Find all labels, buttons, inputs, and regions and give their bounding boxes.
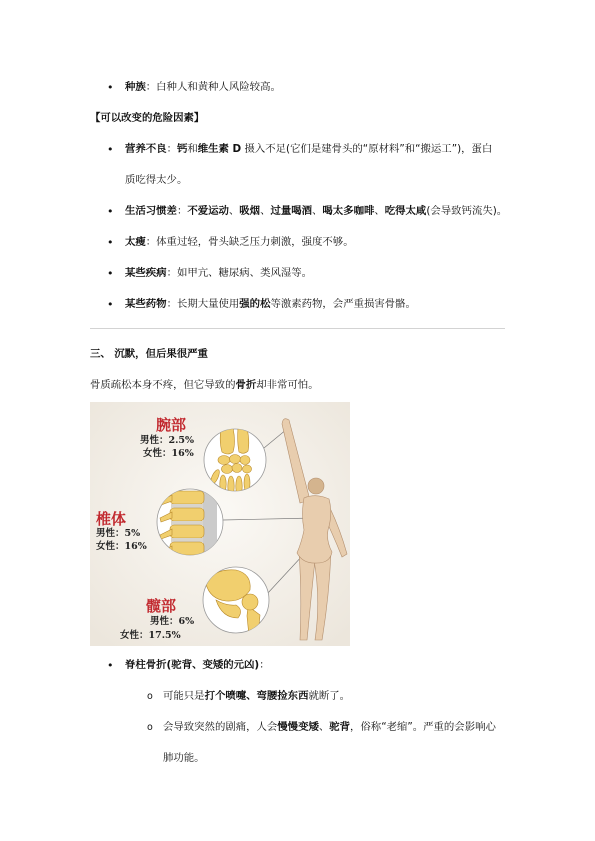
list-item-lifestyle [0,196,595,227]
list-item-text [125,258,595,289]
bold-text-run: 种族 [125,80,146,93]
carpal-bone [218,456,230,465]
list-item-text [125,72,595,103]
wrist-female-rate: 女性：16% [143,448,194,459]
bold-text-run: 吸烟 [239,204,261,217]
text-run: 却非常可怕。 [256,378,319,391]
intervertebral-disc [171,504,203,508]
sub-item-minor-trigger [0,681,595,712]
bold-text-run: 驼背 [329,720,351,733]
bold-text-run: 生活习惯差 [125,204,177,217]
list-item-text-continued [125,165,595,196]
bold-text-run: 脊柱骨折(驼背、变矮的元凶) [125,658,260,671]
carpal-bone [232,464,242,473]
text-run: ：白种人和黄种人风险较高。 [145,80,281,93]
bold-text-run: 吃得太咸 [384,204,427,217]
list-item-malnutrition [0,134,595,196]
intervertebral-disc [171,521,203,525]
wrist-site-title: 腕部 [156,416,187,434]
fracture-sites-illustration [90,402,350,646]
bullet-icon: • [107,658,114,672]
intervertebral-disc [171,538,203,542]
head [308,478,324,494]
document-body [0,72,595,774]
text-run: 会导致突然的剧痛，人会 [163,720,278,733]
bullet-icon: • [107,80,114,94]
sub-bullet-icon: o [147,690,153,702]
bullet-icon: • [107,204,114,218]
text-run: 可能只是 [163,689,205,702]
bold-text-run: 过量喝酒 [270,204,313,217]
list-item-underweight [0,227,595,258]
text-run: 、 [374,204,385,217]
text-run: ：长期大量使用 [166,297,240,310]
sub-bullet-icon: o [147,721,153,733]
spine-site-title: 椎体 [96,510,127,528]
bullet-icon: • [107,266,114,280]
text-run: ：如甲亢、糖尿病、类风湿等。 [166,266,313,279]
text-run: 质吃得太少。 [125,173,188,186]
bold-text-run: 营养不良 [125,142,167,155]
text-run: 、 [312,204,323,217]
list-item-text [125,134,595,165]
bullet-icon: • [107,235,114,249]
hip-site-title: 髋部 [146,597,177,615]
list-item-text [125,289,595,320]
list-item-diseases [0,258,595,289]
bold-text-run: 慢慢变矮 [277,720,319,733]
list-item-text [125,227,595,258]
bold-text-run: 某些药物 [125,297,167,310]
text-run: 、 [318,720,330,733]
bold-text-run: 不爱运动 [187,204,229,217]
text-run: ： [176,204,188,217]
bold-text-run: 钙 [176,142,188,155]
sub-item-text [163,712,595,743]
text-run: 骨质疏松本身不疼，但它导致的 [90,378,236,391]
femoral-head [242,594,258,610]
vertebral-body [170,525,204,538]
vertebral-body [170,508,204,521]
text-run: ：体重过轻，骨头缺乏压力刺激，强度不够。 [145,235,354,248]
section-heading-modifiable-factors: 【可以改变的危险因素】 [90,111,205,124]
intro-paragraph [0,370,595,401]
radius-bone [220,428,234,454]
list-item-spinal-fracture [0,650,595,681]
text-run: 摄入不足(它们是建骨头的“原材料”和“搬运工”)，蛋白 [241,142,493,155]
text-run: 、 [228,204,240,217]
spine-female-rate: 女性：16% [96,541,147,552]
bold-text-run: 维生素 D [197,142,242,155]
horizontal-divider [90,328,505,329]
text-run: ： [166,142,177,155]
text-run: 肺功能。 [163,751,205,764]
carpal-bone [243,465,252,473]
list-item-text [125,196,595,227]
carpal-bone [230,455,241,464]
spine-male-rate: 男性：5% [96,528,141,539]
bold-text-run: 强的松 [239,297,271,310]
text-run: 就断了。 [308,689,351,702]
text-run: (会导致钙流失)。 [426,204,508,217]
vertebral-body [170,491,204,504]
text-run: 等激素药物，会严重损害骨骼。 [270,297,416,310]
wrist-male-rate: 男性：2.5% [140,435,195,446]
fracture-sites-figure [90,402,350,646]
text-run: ，俗称“老缩”。严重的会影响心 [350,720,496,733]
carpal-bone [240,456,250,465]
text-run: 和 [187,142,198,155]
hip-male-rate: 男性：6% [150,616,195,627]
bold-text-run: 骨折 [235,378,257,391]
text-run: ： [259,658,270,671]
sub-item-shrinking [0,712,595,774]
bold-text-run: 太瘦 [125,235,146,248]
hip-female-rate: 女性：17.5% [120,630,181,641]
sub-item-text [163,681,595,712]
sub-item-text-continued [163,743,595,774]
list-item-race [0,72,595,103]
bullet-icon: • [107,297,114,311]
list-item-medications [0,289,595,320]
bold-text-run: 某些疾病 [125,266,167,279]
text-run: 、 [260,204,271,217]
bold-text-run: 打个喷嚏、弯腰捡东西 [204,689,309,702]
carpal-bone [222,465,233,474]
list-item-text [125,650,595,681]
section-heading-consequences: 三、 沉默，但后果很严重 [90,347,208,360]
bold-text-run: 喝太多咖啡 [322,204,375,217]
ulna-bone [238,428,249,453]
bullet-icon: • [107,142,114,156]
